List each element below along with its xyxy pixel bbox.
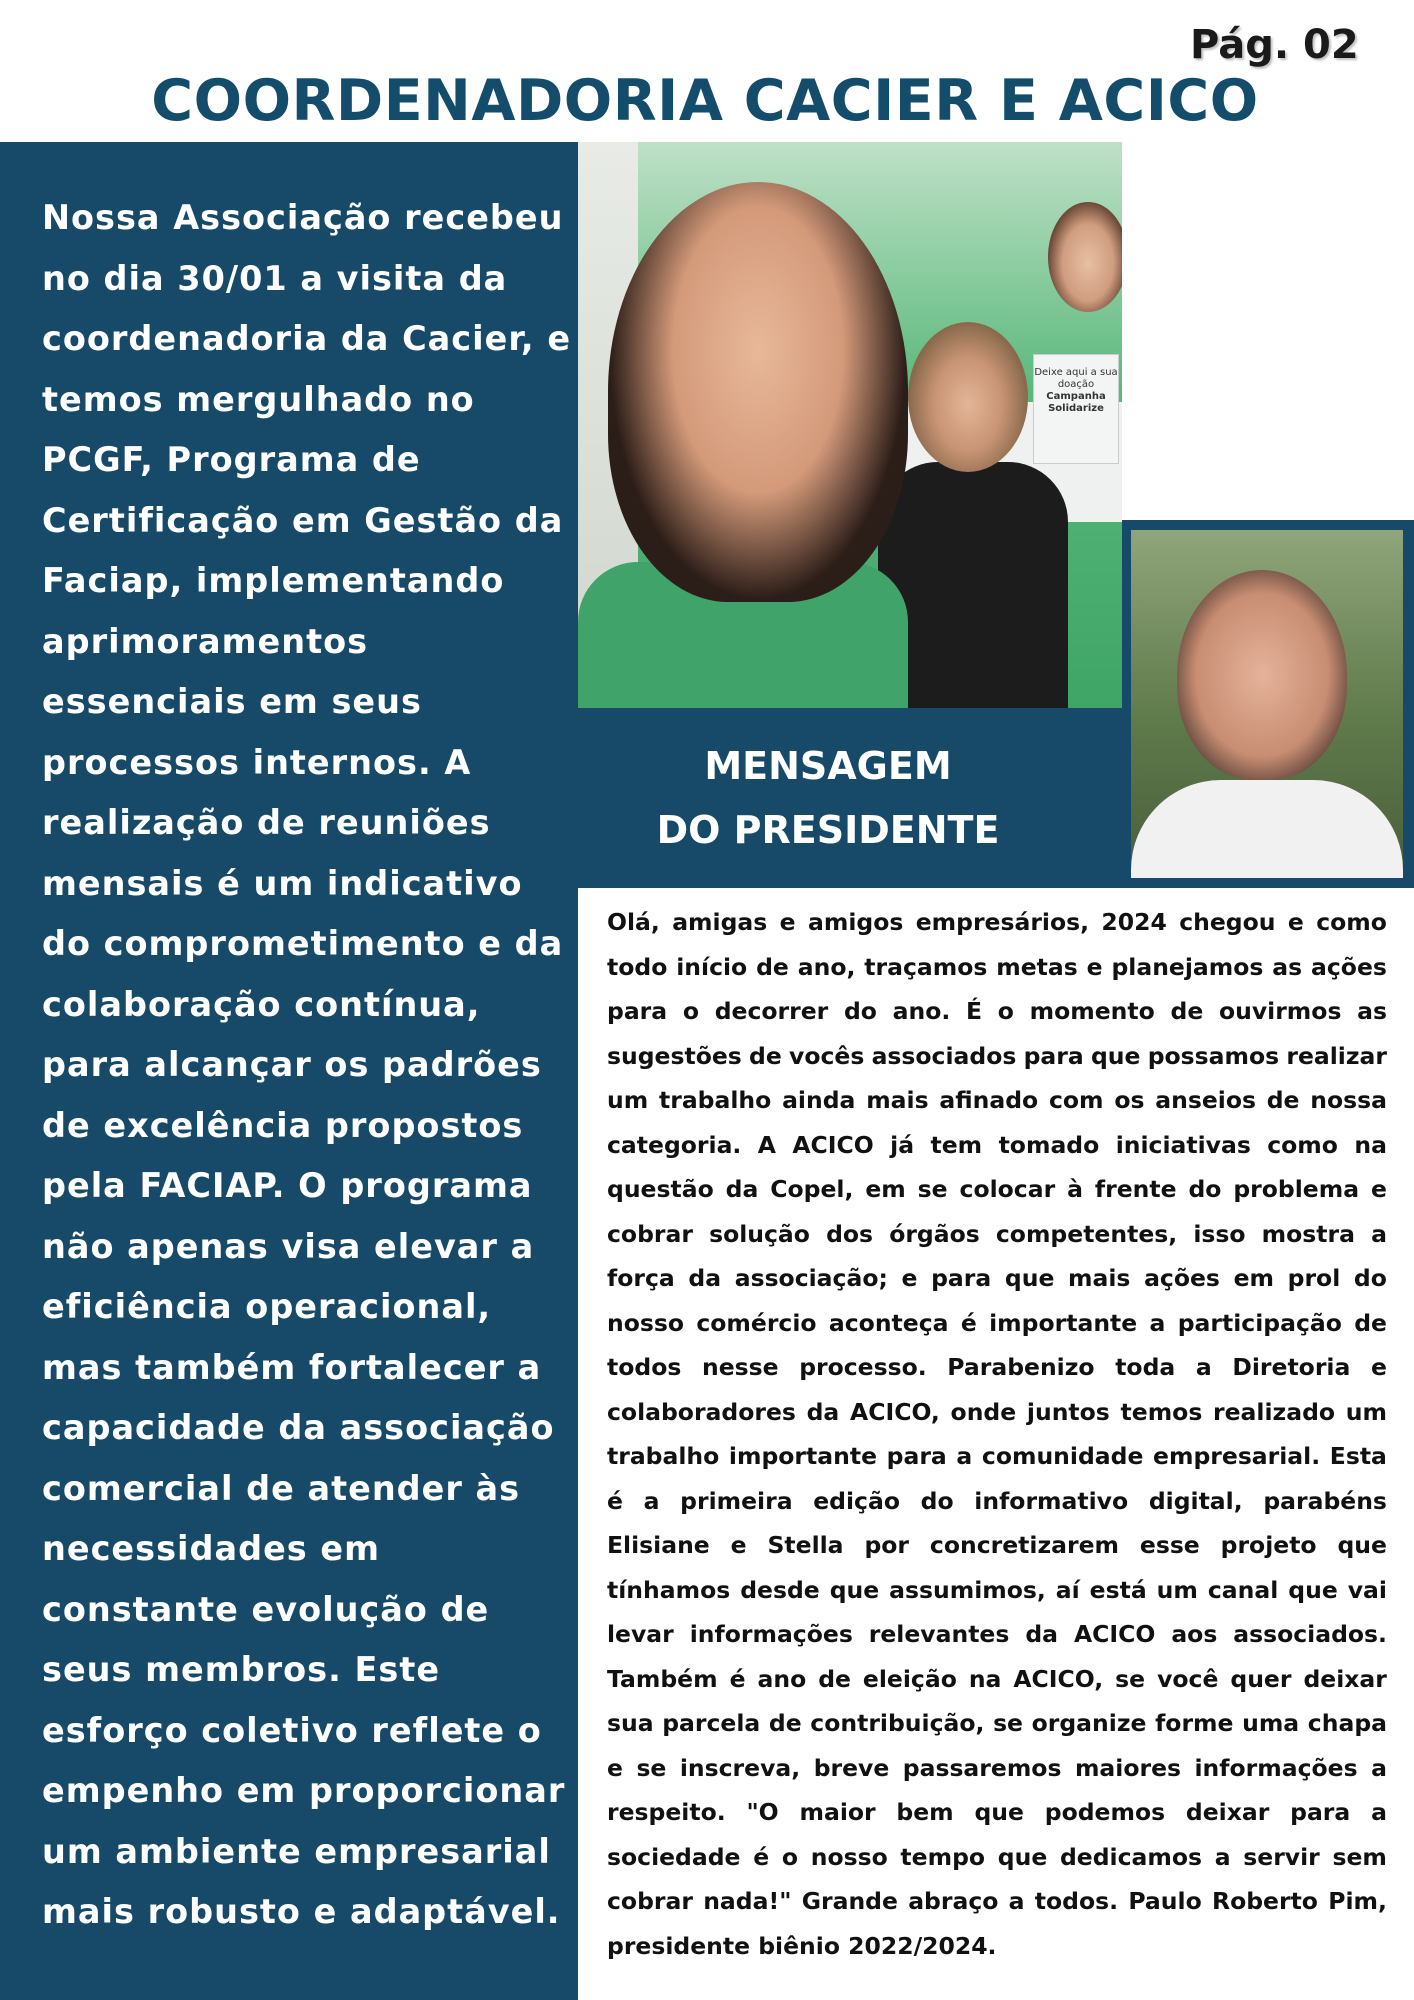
message-line: presidente biênio 2022/2024. xyxy=(607,1931,997,1960)
message-word: associados xyxy=(871,1041,1017,1070)
article-line: empenho em proporcionar xyxy=(42,1771,566,1810)
message-line xyxy=(607,1078,1387,1123)
message-word: cobrar xyxy=(607,1219,693,1248)
message-word: dedicamos xyxy=(1059,1842,1203,1871)
article-line: esforço coletivo reflete o xyxy=(42,1710,542,1750)
message-word: Copel, xyxy=(770,1175,854,1203)
message-word: e xyxy=(1287,908,1304,936)
message-word: Parabenizo xyxy=(947,1353,1095,1381)
message-word: inscreva, xyxy=(679,1753,801,1782)
message-word: na xyxy=(1354,1130,1387,1159)
message-word: Grande xyxy=(801,1887,898,1915)
article-line: coordenadoria da Cacier, e xyxy=(42,319,572,358)
message-word: aí xyxy=(1055,1575,1080,1604)
message-word: tem xyxy=(930,1130,983,1159)
message-word: e xyxy=(607,1753,623,1782)
message-word: força xyxy=(607,1264,675,1292)
message-word: está xyxy=(1089,1575,1147,1604)
message-word: realizar xyxy=(1286,1041,1387,1070)
message-word: por xyxy=(864,1531,909,1559)
message-line xyxy=(607,900,1387,945)
message-word: contribuição, xyxy=(810,1709,985,1737)
message-line xyxy=(607,1256,1387,1301)
article-line: não apenas visa elevar a xyxy=(42,1226,535,1266)
message-word: problema xyxy=(1233,1175,1360,1203)
message-word: prol xyxy=(1287,1264,1341,1292)
message-word: nossa xyxy=(1310,1086,1387,1114)
message-word: se xyxy=(993,1709,1023,1737)
message-word: organize xyxy=(1031,1709,1147,1737)
message-word: Olá, xyxy=(607,908,660,936)
message-word: maiores xyxy=(1074,1753,1181,1782)
message-word: Elisiane xyxy=(607,1531,710,1559)
article-line: pela FACIAP. O programa xyxy=(42,1166,533,1205)
president-shirt xyxy=(1131,780,1403,878)
message-word: empresarial. xyxy=(1153,1442,1321,1470)
article-line: de excelência propostos xyxy=(42,1105,524,1145)
message-word: ACICO xyxy=(792,1130,874,1159)
article-line: Nossa Associação recebeu xyxy=(42,198,564,237)
message-word: dos xyxy=(826,1219,874,1248)
article-line: capacidade da associação xyxy=(42,1408,555,1447)
message-word: toda xyxy=(1115,1353,1176,1381)
article-line: mas também fortalecer a xyxy=(42,1347,542,1387)
article-line: Faciap, implementando xyxy=(42,561,505,600)
page-title: COORDENADORIA CACIER E ACICO xyxy=(151,68,1259,134)
message-word: da xyxy=(806,1397,840,1426)
message-word: para xyxy=(1290,1798,1351,1826)
article-line: para alcançar os padrões xyxy=(42,1045,542,1084)
article-line: do comprometimento e da xyxy=(42,924,564,963)
message-word: como xyxy=(1267,1130,1338,1159)
message-word: e xyxy=(901,1264,918,1292)
message-word: para xyxy=(931,1264,992,1292)
message-word: quer xyxy=(1230,1664,1292,1693)
message-word: breve xyxy=(813,1753,890,1782)
message-line xyxy=(607,1701,1387,1746)
message-word: empresários, xyxy=(915,908,1090,936)
article-line: aprimoramentos xyxy=(42,621,369,661)
message-word: Stella xyxy=(767,1531,844,1559)
message-word: na xyxy=(968,1664,1002,1693)
message-word: questão xyxy=(607,1175,714,1203)
message-word: Também xyxy=(607,1664,718,1693)
message-word: importante xyxy=(728,1442,878,1470)
message-word: frente xyxy=(1094,1175,1177,1203)
article-line: essenciais em seus xyxy=(42,682,422,721)
message-word: você xyxy=(1157,1664,1219,1693)
left-article-text xyxy=(42,188,572,1943)
message-word: nosso xyxy=(810,1842,888,1871)
message-word: os xyxy=(1114,1086,1145,1114)
message-word: possamos xyxy=(1147,1041,1280,1070)
message-word: podemos xyxy=(1044,1798,1166,1826)
message-word: uma xyxy=(1242,1709,1300,1737)
message-word: que xyxy=(974,1798,1024,1826)
message-word: realizado xyxy=(1213,1397,1336,1426)
message-word: à xyxy=(1067,1175,1083,1203)
message-word: solução xyxy=(709,1219,810,1248)
article-line: constante evolução de xyxy=(42,1589,490,1629)
article-line: Certificação em Gestão da xyxy=(42,500,564,540)
message-word: é xyxy=(729,1664,746,1693)
message-word: a xyxy=(1149,1308,1166,1337)
president-message-text xyxy=(607,900,1387,1968)
president-message-heading xyxy=(578,734,1078,862)
message-word: levar xyxy=(607,1620,674,1648)
message-word: e xyxy=(1370,1353,1387,1381)
message-word: assumimos, xyxy=(889,1575,1046,1604)
message-word: da xyxy=(688,1264,722,1292)
message-word: é xyxy=(607,1486,623,1515)
message-word: metas xyxy=(996,952,1078,981)
message-word: chapa xyxy=(1307,1709,1387,1737)
message-word: como xyxy=(1316,908,1387,936)
message-word: e xyxy=(730,1531,747,1559)
message-word: momento xyxy=(1029,997,1155,1025)
message-word: as xyxy=(1357,997,1387,1025)
message-word: eleição xyxy=(862,1664,957,1693)
message-word: informações xyxy=(689,1620,853,1648)
message-word: para xyxy=(607,997,668,1025)
message-word: A xyxy=(757,1130,776,1159)
message-word: servir xyxy=(1243,1842,1320,1871)
message-word: É xyxy=(966,997,983,1025)
message-word: de xyxy=(818,1664,851,1693)
message-word: Roberto xyxy=(1211,1887,1318,1915)
message-word: colocar xyxy=(959,1175,1056,1203)
message-word: Paulo xyxy=(1128,1887,1202,1915)
campaign-sign xyxy=(1033,354,1119,464)
message-word: a xyxy=(1008,1887,1025,1915)
message-word: vocês xyxy=(789,1041,865,1070)
message-word: da xyxy=(725,1175,759,1203)
article-line: colaboração contínua, xyxy=(42,984,481,1024)
message-word: a xyxy=(1195,1353,1212,1381)
article-line: eficiência operacional, xyxy=(42,1287,492,1326)
message-word: da xyxy=(1025,1620,1058,1648)
message-word: ações xyxy=(1144,1264,1220,1292)
message-word: do xyxy=(1188,1175,1222,1203)
message-word: trabalho xyxy=(659,1086,772,1114)
message-word: as xyxy=(1272,952,1303,981)
message-word: a xyxy=(1371,1798,1387,1826)
message-word: que xyxy=(1288,1575,1338,1604)
message-word: comunidade xyxy=(981,1442,1144,1470)
sign-line: Solidarize xyxy=(1048,403,1104,414)
message-line xyxy=(607,1568,1387,1613)
message-word: juntos xyxy=(1026,1397,1110,1426)
message-word: "O xyxy=(746,1798,779,1826)
message-word: onde xyxy=(950,1397,1017,1426)
message-word: 2024 xyxy=(1101,908,1167,936)
message-word: associados. xyxy=(1233,1620,1387,1648)
message-word: amigas xyxy=(672,908,768,936)
message-word: para xyxy=(886,1442,947,1470)
message-word: se xyxy=(636,1753,667,1782)
message-word: ouvirmos xyxy=(1218,997,1342,1025)
message-word: nosso xyxy=(607,1308,684,1337)
message-word: tempo xyxy=(900,1842,986,1871)
message-word: de xyxy=(1266,1086,1300,1114)
message-word: desde xyxy=(740,1575,820,1604)
article-line: PCGF, Programa de xyxy=(42,440,421,479)
message-word: todos xyxy=(607,1353,682,1381)
article-line: necessidades em xyxy=(42,1529,381,1568)
message-word: vai xyxy=(1347,1575,1387,1604)
message-word: temos xyxy=(1120,1397,1203,1426)
page-number: Pág. 02 xyxy=(1190,22,1359,68)
message-word: um xyxy=(1156,1575,1198,1604)
message-line xyxy=(607,1835,1387,1880)
message-word: um xyxy=(1345,1397,1387,1426)
message-word: sem xyxy=(1332,1842,1387,1871)
message-word: o xyxy=(997,997,1014,1025)
sign-line: Deixe aqui a sua doação xyxy=(1034,367,1118,390)
message-word: todos. xyxy=(1034,1887,1119,1915)
message-word: abraço xyxy=(908,1887,999,1915)
message-word: é xyxy=(753,1842,770,1871)
message-word: que xyxy=(1004,1264,1055,1292)
message-word: planejamos xyxy=(1111,952,1264,981)
message-word: a xyxy=(1214,1842,1231,1871)
message-word: o xyxy=(781,1842,799,1871)
message-word: esse xyxy=(1139,1531,1200,1559)
message-word: ações xyxy=(1311,952,1387,981)
message-line xyxy=(607,1657,1387,1702)
message-word: parabéns xyxy=(1263,1486,1387,1515)
message-word: tomado xyxy=(998,1130,1100,1159)
message-word: relevantes xyxy=(868,1620,1010,1648)
message-line xyxy=(607,1390,1387,1435)
message-line xyxy=(607,1746,1387,1791)
message-word: com xyxy=(1048,1086,1104,1114)
message-word: concretizarem xyxy=(929,1531,1119,1559)
message-word: deixar xyxy=(1185,1798,1270,1826)
heading-line: MENSAGEM xyxy=(704,744,952,788)
article-line: realização de reuniões xyxy=(42,803,491,842)
message-word: passaremos xyxy=(902,1753,1062,1782)
photo-person xyxy=(908,322,1028,472)
message-word: anseios xyxy=(1155,1086,1256,1114)
sign-line: Campanha xyxy=(1046,391,1106,402)
message-word: afinado xyxy=(939,1086,1039,1114)
message-word: do xyxy=(1353,1264,1387,1292)
message-word: mais xyxy=(866,1086,929,1114)
message-word: digital, xyxy=(1148,1486,1243,1515)
message-word: categoria. xyxy=(607,1130,742,1159)
message-word: que xyxy=(829,1575,880,1604)
message-word: participação xyxy=(1177,1308,1342,1337)
article-line: temos mergulhado no xyxy=(42,379,475,419)
message-word: deixar xyxy=(1303,1664,1387,1693)
message-word: ACICO, xyxy=(850,1397,940,1426)
message-word: trabalho xyxy=(607,1442,720,1470)
message-word: ano, xyxy=(797,952,856,981)
message-word: Pim, xyxy=(1328,1887,1387,1915)
message-word: aos xyxy=(1171,1620,1218,1648)
message-word: informativo xyxy=(974,1486,1129,1515)
message-word: a xyxy=(1371,1753,1387,1782)
message-word: primeira xyxy=(680,1486,793,1515)
message-word: parcela xyxy=(662,1709,761,1737)
message-word: mais xyxy=(1068,1264,1131,1292)
message-word: edição xyxy=(813,1486,900,1515)
message-word: a xyxy=(1371,1219,1387,1248)
message-word: para xyxy=(1023,1041,1084,1070)
message-word: informações xyxy=(1194,1753,1358,1782)
message-word: que xyxy=(1337,1531,1387,1559)
message-line xyxy=(607,1212,1387,1257)
message-word: a xyxy=(643,1486,660,1515)
message-word: nada!" xyxy=(703,1887,792,1915)
message-line xyxy=(607,1434,1387,1479)
message-line xyxy=(607,1479,1387,1524)
heading-line: DO PRESIDENTE xyxy=(656,808,1000,852)
message-word: mostra xyxy=(1261,1219,1355,1248)
message-word: ano. xyxy=(892,997,951,1025)
article-line: processos internos. A xyxy=(42,742,472,782)
message-word: sociedade xyxy=(607,1842,741,1871)
article-line: um ambiente empresarial xyxy=(42,1831,551,1871)
message-line xyxy=(607,1034,1387,1079)
message-line xyxy=(607,1167,1387,1212)
message-line xyxy=(607,1345,1387,1390)
message-line xyxy=(607,1879,1387,1924)
message-word: projeto xyxy=(1220,1531,1317,1559)
message-word: se xyxy=(917,1175,948,1203)
message-line xyxy=(607,1523,1387,1568)
message-line xyxy=(607,1123,1387,1168)
message-word: canal xyxy=(1207,1575,1279,1604)
message-word: aconteça xyxy=(828,1308,949,1337)
message-word: sua xyxy=(607,1709,654,1737)
message-word: decorrer xyxy=(714,997,829,1025)
message-word: sugestões xyxy=(607,1041,742,1070)
message-word: competentes, xyxy=(995,1219,1178,1248)
message-word: chegou xyxy=(1179,908,1276,936)
message-word: ainda xyxy=(782,1086,856,1114)
message-word: Esta xyxy=(1329,1442,1387,1470)
message-word: que xyxy=(997,1842,1048,1871)
article-line: mensais é um indicativo xyxy=(42,863,523,903)
president-face xyxy=(1177,570,1347,780)
message-word: isso xyxy=(1193,1219,1246,1248)
message-word: ACICO, xyxy=(1013,1664,1104,1693)
message-word: e xyxy=(1371,1175,1387,1203)
message-word: do xyxy=(843,997,877,1025)
article-line: mais robusto e adaptável. xyxy=(42,1892,561,1931)
message-line xyxy=(607,945,1387,990)
message-word: comércio xyxy=(696,1308,817,1337)
article-line: seus membros. Este xyxy=(42,1650,441,1689)
message-word: o xyxy=(682,997,699,1025)
article-line: no dia 30/01 a visita da xyxy=(42,258,508,298)
message-line xyxy=(607,1612,1387,1657)
message-word: e xyxy=(1086,952,1103,981)
message-word: amigos xyxy=(807,908,904,936)
message-line xyxy=(607,1790,1387,1835)
photo-person xyxy=(1048,202,1122,312)
article-line: comercial de atender às xyxy=(42,1468,521,1508)
message-word: tínhamos xyxy=(607,1575,731,1604)
message-word: ano xyxy=(757,1664,807,1693)
group-photo xyxy=(578,142,1122,708)
president-photo xyxy=(1131,530,1403,878)
message-word: traçamos xyxy=(864,952,988,981)
message-word: órgãos xyxy=(889,1219,980,1248)
message-word: de xyxy=(756,952,789,981)
message-word: processo. xyxy=(799,1353,927,1381)
message-word: se xyxy=(1115,1664,1146,1693)
message-word: forme xyxy=(1155,1709,1234,1737)
message-word: já xyxy=(890,1130,915,1159)
message-word: respeito. xyxy=(607,1798,726,1826)
message-line xyxy=(607,989,1387,1034)
message-word: é xyxy=(960,1308,977,1337)
message-word: bem xyxy=(896,1798,954,1826)
message-word: de xyxy=(1170,997,1204,1025)
message-word: ACICO xyxy=(1073,1620,1156,1648)
message-word: um xyxy=(607,1086,649,1114)
message-word: colaboradores xyxy=(607,1397,796,1426)
message-word: maior xyxy=(799,1798,876,1826)
message-word: importante xyxy=(989,1308,1138,1337)
message-word: todo xyxy=(607,952,668,981)
message-word: a xyxy=(956,1442,973,1470)
message-word: em xyxy=(865,1175,906,1203)
message-word: cobrar xyxy=(607,1887,693,1915)
message-word: nesse xyxy=(701,1353,779,1381)
message-word: de xyxy=(749,1041,782,1070)
message-word: de xyxy=(1354,1308,1387,1337)
message-word: em xyxy=(1233,1264,1274,1292)
photo-person xyxy=(608,182,908,602)
message-word: do xyxy=(920,1486,954,1515)
message-word: e xyxy=(779,908,796,936)
message-word: Diretoria xyxy=(1232,1353,1351,1381)
message-word: início xyxy=(676,952,748,981)
message-line xyxy=(607,1301,1387,1346)
message-word: iniciativas xyxy=(1115,1130,1251,1159)
message-word: associação; xyxy=(734,1264,888,1292)
message-word: que xyxy=(1090,1041,1141,1070)
message-word: de xyxy=(768,1709,802,1737)
